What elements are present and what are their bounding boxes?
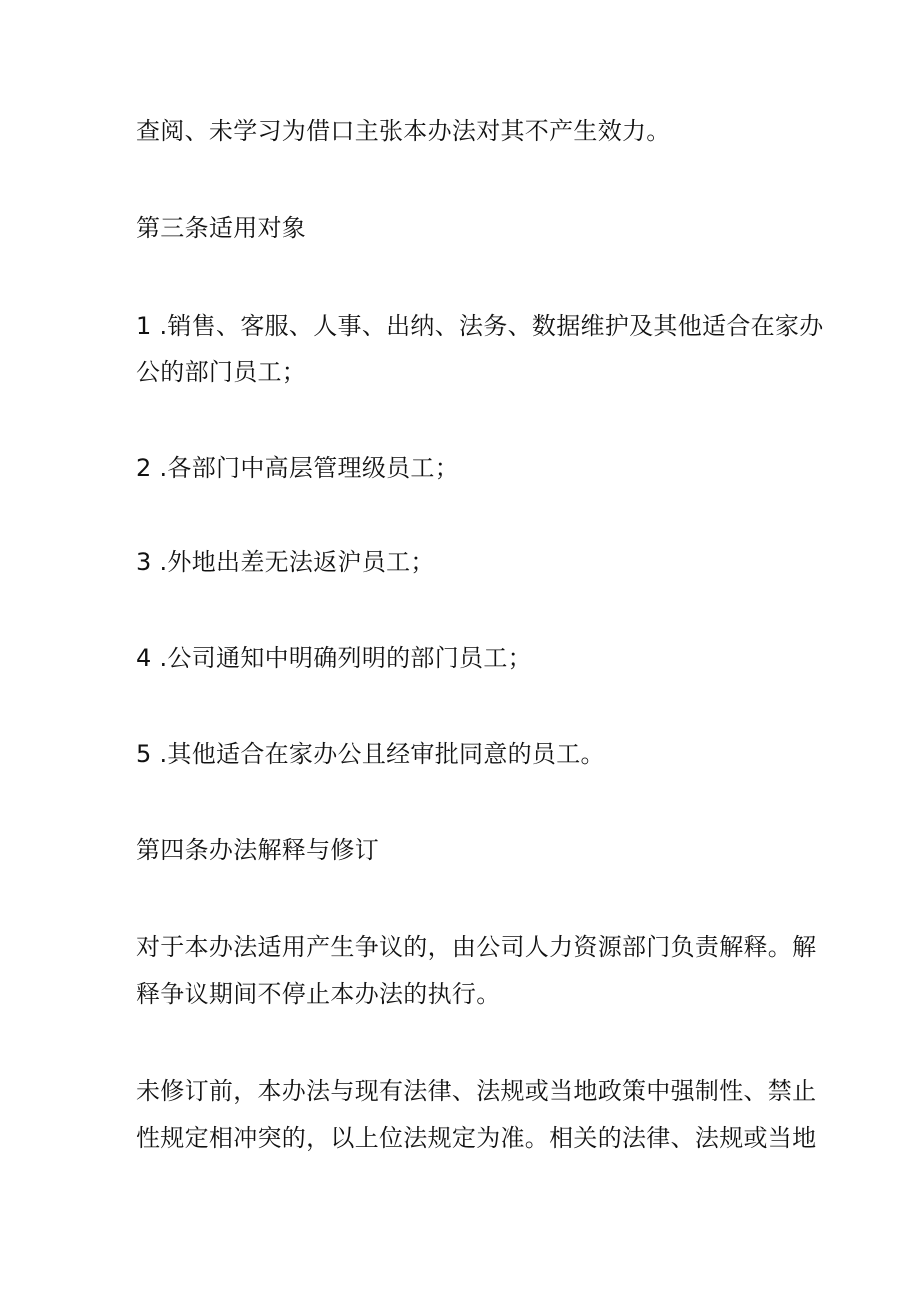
paragraph-line: 查阅、未学习为借口主张本办法对其不产生效力。 [136, 117, 671, 145]
list-item: 1 .销售、客服、人事、出纳、法务、数据维护及其他适合在家办 [136, 312, 824, 340]
list-item: 4 .公司通知中明确列明的部门员工； [136, 644, 532, 672]
list-item-continuation: 公的部门员工； [136, 358, 307, 386]
paragraph-line: 释争议期间不停止本办法的执行。 [136, 980, 501, 1008]
list-item: 5 .其他适合在家办公且经审批同意的员工。 [136, 740, 605, 768]
list-item: 3 .外地出差无法返沪员工； [136, 548, 435, 576]
list-item: 2 .各部门中高层管理级员工； [136, 454, 460, 482]
paragraph-line: 未修订前，本办法与现有法律、法规或当地政策中强制性、禁止 [136, 1077, 817, 1105]
paragraph-line: 性规定相冲突的，以上位法规定为准。相关的法律、法规或当地 [136, 1124, 817, 1152]
section-heading: 第四条办法解释与修订 [136, 836, 379, 864]
section-heading: 第三条适用对象 [136, 214, 307, 242]
paragraph-line: 对于本办法适用产生争议的，由公司人力资源部门负责解释。解 [136, 933, 817, 961]
